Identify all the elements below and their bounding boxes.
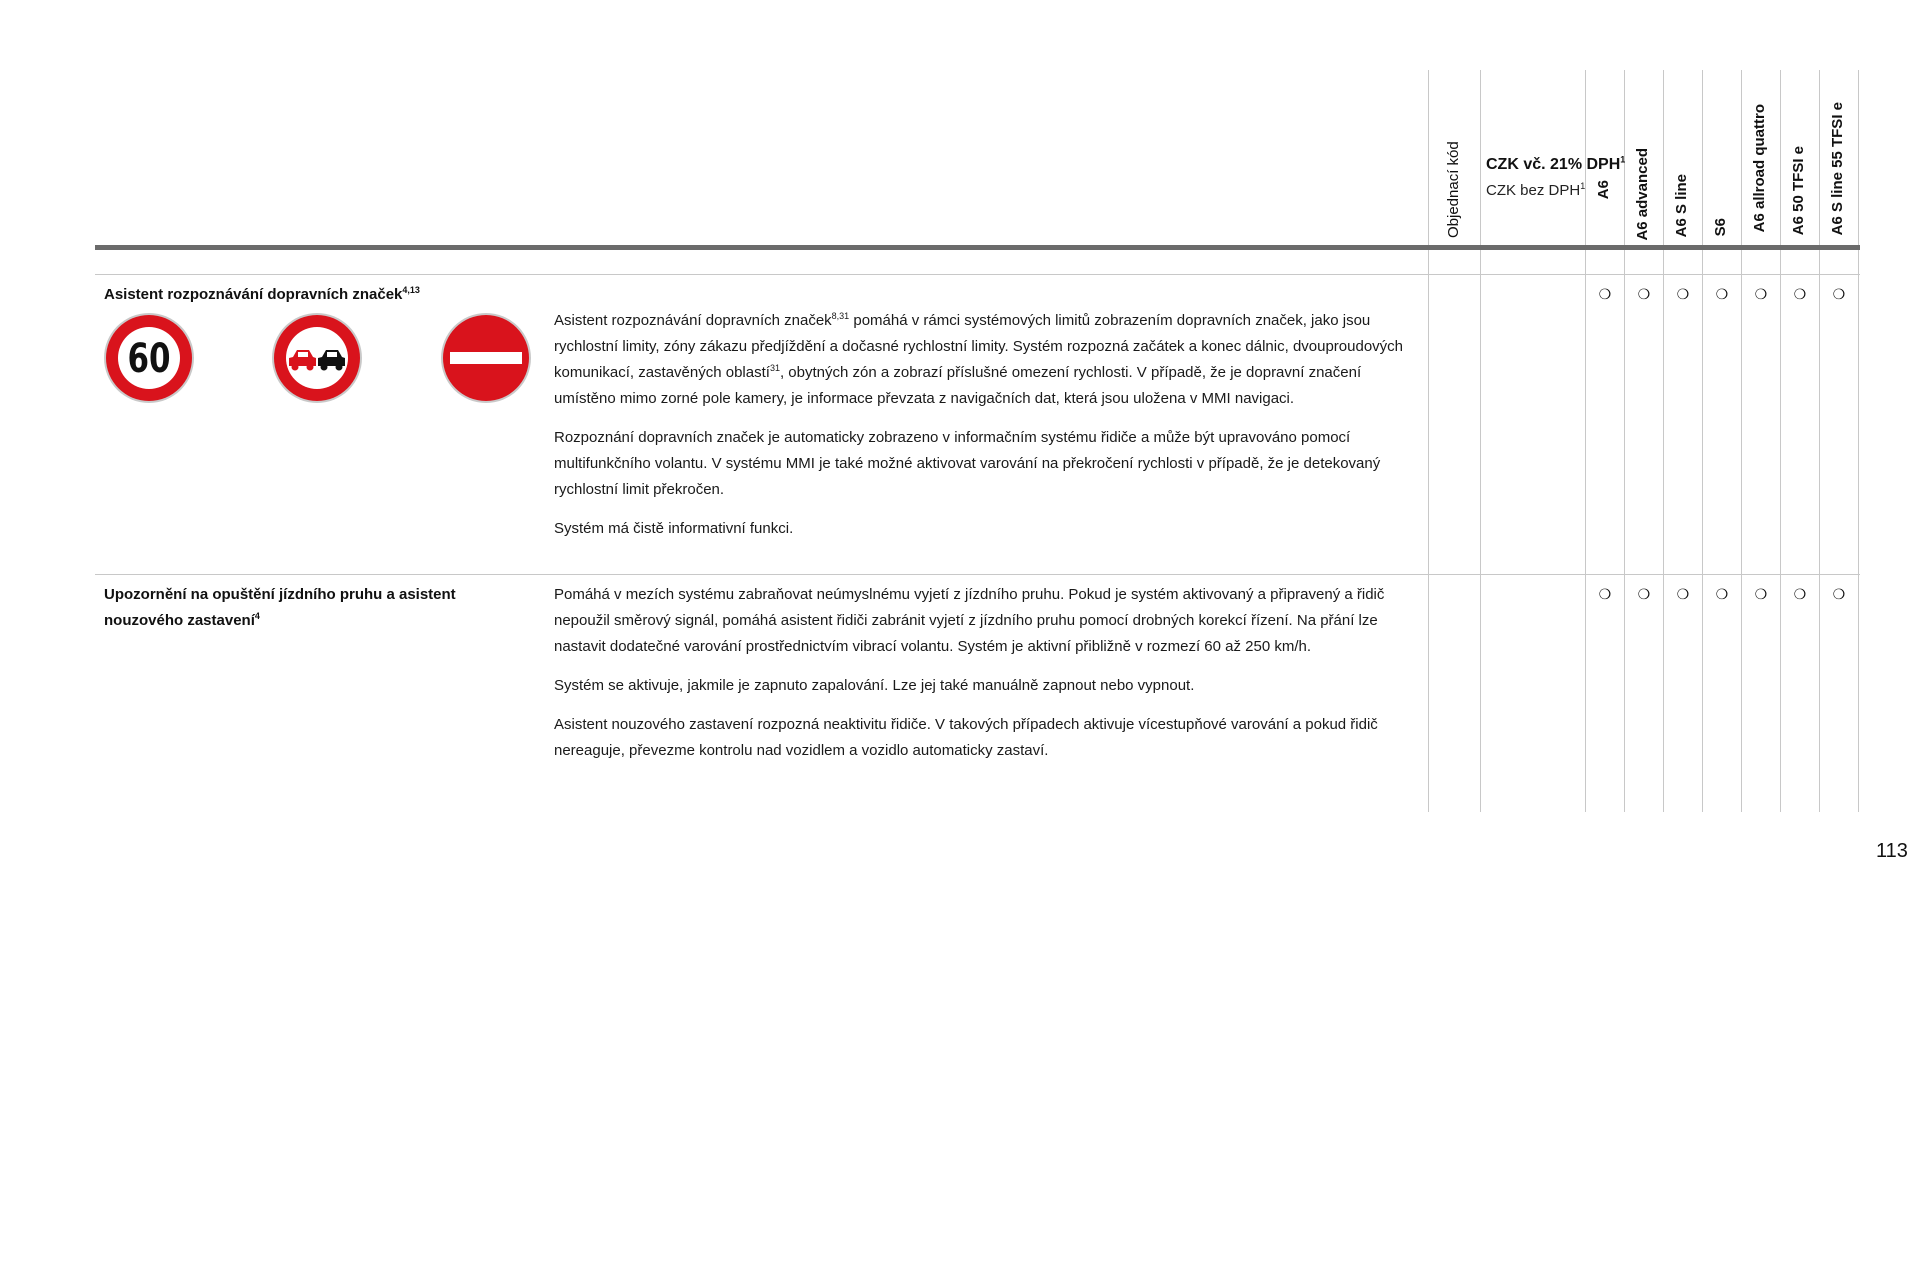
price-without-vat-label: CZK bez DPH <box>1486 182 1581 199</box>
footnote-marker: 8,31 <box>831 311 850 321</box>
speed-limit-value: 60 <box>127 334 171 382</box>
availability-optional-a6-50-tfsi-e: ❍ <box>1793 286 1807 302</box>
row-description <box>554 582 1414 777</box>
availability-optional-a6-allroad-quattro: ❍ <box>1754 586 1768 602</box>
model-header-s6: S6 <box>1712 218 1729 237</box>
column-divider <box>1663 70 1664 812</box>
availability-optional-a6-s-line-55-tfsi-e: ❍ <box>1832 586 1846 602</box>
description-paragraph: Asistent nouzového zastavení rozpozná neaktivitu řidiče. V takových případech aktivuje vícestupňové varování a pokud řidič nereaguje, převezme kontrolu nad vozidlem a vozidlo automaticky zastaví. <box>554 716 1378 759</box>
column-divider <box>1858 70 1859 812</box>
row-title-text: Upozornění na opuštění jízdního pruhu a asistent nouzového zastavení <box>104 586 456 629</box>
order-code-header: Objednací kód <box>1445 141 1462 238</box>
description-paragraph: Asistent rozpoznávání dopravních značek$^{8,31}$ pomáhá v rámci systémových limitů zobrazením dopravních značek, jako jsou rychlostní limity, zóny zákazu předjíždění a dočasné rychlostní limity. Systém rozpozná začátek a konec dálnic, dvouproudových komunikací, zastavěných oblastí$^{31}$, obytných zón a zobrazí příslušné omezení rychlosti. V případě, že je dopravní značení umístěno mimo zorné pole kamery, je informace převzata z navigačních dat, která jsou uložena v MMI navigaci. <box>554 311 1404 407</box>
availability-optional-s6: ❍ <box>1715 286 1729 302</box>
description-paragraph: Rozpoznání dopravních značek je automaticky zobrazeno v informačním systému řidiče a může být upravováno pomocí multifunkčního volantu. V systému MMI je také možné aktivovat varování na překročení rychlosti v případě, že je detekovaný rychlostní limit překročen. <box>554 429 1381 498</box>
availability-optional-a6-allroad-quattro: ❍ <box>1754 286 1768 302</box>
row-divider <box>95 574 1860 575</box>
availability-optional-s6: ❍ <box>1715 586 1729 602</box>
availability-optional-a6-s-line: ❍ <box>1676 286 1690 302</box>
column-divider <box>1428 70 1429 812</box>
column-divider <box>1702 70 1703 812</box>
description-paragraph: Systém má čistě informativní funkci. <box>554 520 794 537</box>
description-paragraph: Systém se aktivuje, jakmile je zapnuto zapalování. Lze jej také manuálně zapnout nebo vypnout. <box>554 677 1195 694</box>
column-divider <box>1741 70 1742 812</box>
column-divider <box>1480 70 1481 812</box>
row-divider <box>95 274 1860 275</box>
row-title-text: Asistent rozpoznávání dopravních značek <box>104 286 403 303</box>
model-header-a6-50-tfsi-e: A6 50 TFSI e <box>1790 146 1807 236</box>
availability-optional-a6-50-tfsi-e: ❍ <box>1793 586 1807 602</box>
model-header-a6-advanced: A6 advanced <box>1634 148 1651 241</box>
page-number: 113 <box>1876 840 1908 862</box>
footnote-marker: 31 <box>769 363 780 373</box>
availability-optional-a6-s-line-55-tfsi-e: ❍ <box>1832 286 1846 302</box>
availability-optional-a6: ❍ <box>1598 286 1612 302</box>
availability-optional-a6: ❍ <box>1598 586 1612 602</box>
price-with-vat-label: CZK vč. 21% DPH <box>1486 156 1621 173</box>
no-entry-sign-icon <box>440 312 532 404</box>
header-rule <box>95 245 1860 250</box>
row-title <box>104 282 524 308</box>
speed-limit-60-sign-icon <box>103 312 195 404</box>
model-header-a6: A6 <box>1595 180 1612 200</box>
availability-optional-a6-advanced: ❍ <box>1637 586 1651 602</box>
footnote-marker: 1 <box>1620 154 1626 165</box>
row-title <box>104 582 484 634</box>
availability-optional-a6-advanced: ❍ <box>1637 286 1651 302</box>
no-overtaking-sign-icon <box>271 312 363 404</box>
column-divider <box>1819 70 1820 812</box>
description-paragraph: Pomáhá v mezích systému zabraňovat neúmyslnému vyjetí z jízdního pruhu. Pokud je systém aktivovaný a připravený a řidič nepoužil směrový signál, pomáhá asistent řidiči zabránit vyjetí z jízdního pruhu pomocí drobných korekcí řízení. Na přání lze nastavit dodatečné varování prostřednictvím vibrací volantu. Systém je aktivní přibližně v rozmezí 60 až 250 km/h. <box>554 586 1385 655</box>
footnote-marker: 1 <box>1580 181 1586 191</box>
footnote-marker: 4,13 <box>402 285 420 295</box>
row-description <box>554 308 1414 555</box>
model-header-a6-s-line: A6 S line <box>1673 174 1690 238</box>
column-divider <box>1780 70 1781 812</box>
model-header-a6-s-line-55-tfsi-e: A6 S line 55 TFSI e <box>1829 102 1846 236</box>
availability-optional-a6-s-line: ❍ <box>1676 586 1690 602</box>
footnote-marker: 4 <box>254 611 260 621</box>
model-header-a6-allroad-quattro: A6 allroad quattro <box>1751 104 1768 233</box>
